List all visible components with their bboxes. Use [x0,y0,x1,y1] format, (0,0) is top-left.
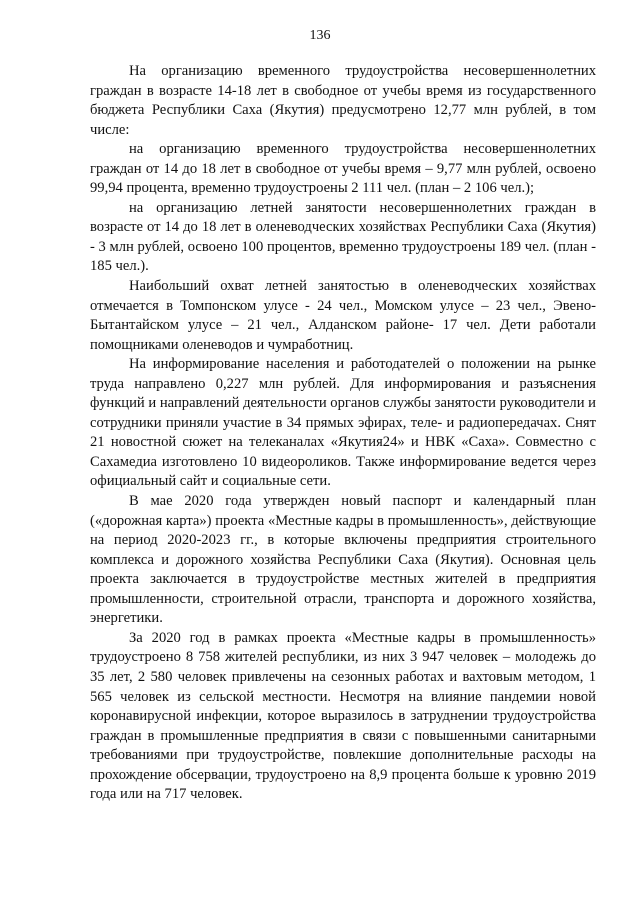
paragraph-local-personnel-project: В мае 2020 года утвержден новый паспорт и календарный план («дорожная карта») проекта «Местные кадры в промышленность», действующие на период 2020-2023 гг., в которые включены предприятия строительного комплекса и дорожного хозяйства Республики Саха (Якутия). Основная цель проекта заключается в трудоустройстве местных жителей в предприятия промышленности, строительной отрасли, транспорта и дорожного хозяйства, энергетики. [90,493,596,627]
paragraph-information-campaign: На информирование населения и работодателей о положении на рынке труда направлено 0,227 млн рублей. Для информирования и разъяснения функций и направлений деятельности органов службы занятости руководители и сотрудники приняли участие в 34 прямых эфирах, теле- и радиопередачах. Снят 21 новостной сюжет на телеканалах «Якутия24» и НВК «Саха». Совместно с Сахамедиа изготовлено 10 видеороликов. Также информирование ведется через официальный сайт и социальные сети. [90,356,596,490]
paragraph-temporary-employment: на организацию временного трудоустройства несовершеннолетних граждан от 14 до 18 лет в свободное от учебы время – 9,77 млн рублей, освоено 99,94 процента, временно трудоустроены 2 111 чел. (план – 2 106 чел.); [90,141,596,197]
paragraph-project-results-2020: За 2020 год в рамках проекта «Местные кадры в промышленность» трудоустроено 8 758 жителей республики, из них 3 947 человек – молодежь до 35 лет, 2 580 человек привлечены на сезонных работах и вахтовым методом, 1 565 человек из сельской местности. Несмотря на влияние пандемии новой коронавирусной инфекции, которое выразилось в затруднении трудоустройства граждан в промышленные предприятия в связи с повышенными санитарными требованиями при трудоустройстве, повлекшие дополнительные расходы на прохождение обсервации, трудоустроено на 8,9 процента больше к уровню 2019 года или на 717 человек. [90,629,596,803]
document-body [90,62,596,805]
paragraph-budget-total: На организацию временного трудоустройства несовершеннолетних граждан в возрасте 14-18 лет в свободное от учебы время из государственного бюджета Республики Саха (Якутия) предусмотрено 12,77 млн рублей, в том числе: [90,63,596,138]
paragraph-reindeer-coverage: Наибольший охват летней занятостью в оленеводческих хозяйствах отмечается в Томпонском улусе - 24 чел., Момском улусе – 23 чел., Эвено-Бытантайском улусе – 21 чел., Алданском районе- 17 чел. Дети работали помощниками оленеводов и чумработниц. [90,278,596,353]
page-number: 136 [309,28,331,43]
paragraph-summer-reindeer-employment: на организацию летней занятости несовершеннолетних граждан в возрасте от 14 до 18 лет в оленеводческих хозяйствах Республики Саха (Якутия) - 3 млн рублей, освоено 100 процентов, временно трудоустроены 189 чел. (план - 185 чел.). [90,199,596,275]
